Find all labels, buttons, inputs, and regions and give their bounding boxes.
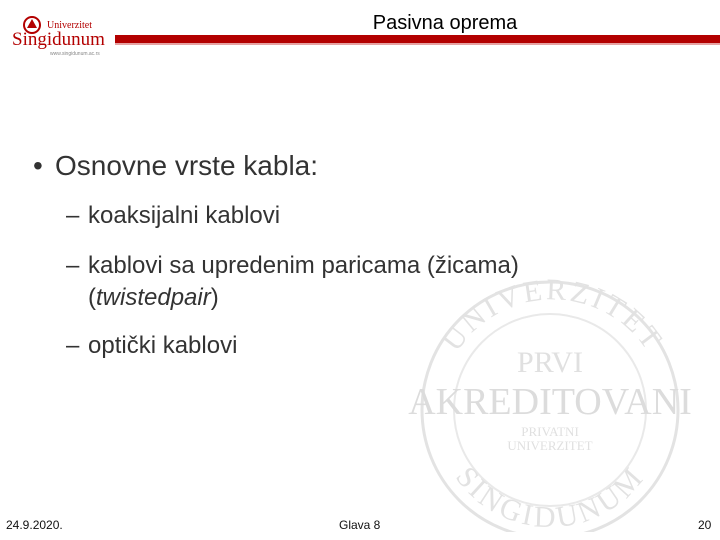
dash-glyph: – bbox=[66, 202, 80, 229]
main-bullet bbox=[33, 150, 318, 182]
logo-subtext: Univerzitet bbox=[47, 20, 92, 31]
watermark-top-arc: UNIVERZITET bbox=[435, 273, 670, 358]
italic-term: twistedpair bbox=[96, 284, 211, 311]
dash-glyph: – bbox=[66, 252, 80, 279]
slide-title: Pasivna oprema bbox=[372, 12, 518, 34]
watermark-line2: AKREDITOVANI bbox=[408, 381, 692, 423]
bullet-glyph: • bbox=[33, 150, 43, 181]
list-item-text: koaksijalni kablovi bbox=[88, 202, 281, 229]
logo-wordmark: Singidunum bbox=[12, 29, 105, 50]
page-number: 20 bbox=[698, 518, 712, 532]
list-item-text: kablovi sa upredenim paricama (žicama) bbox=[88, 252, 519, 279]
list-item-continuation: (twistedpair) bbox=[88, 284, 219, 311]
list-item bbox=[66, 250, 519, 314]
list-item bbox=[66, 330, 237, 362]
footer-date: 24.9.2020. bbox=[6, 518, 63, 532]
dash-glyph: – bbox=[66, 332, 80, 359]
logo-url: www.singidunum.ac.rs bbox=[50, 51, 100, 57]
watermark-line3a: PRIVATNI bbox=[521, 424, 579, 439]
footer-chapter: Glava 8 bbox=[339, 518, 381, 532]
watermark-bottom-arc: SINGIDUNUM bbox=[449, 460, 651, 532]
list-item bbox=[66, 200, 280, 232]
watermark-line3b: UNIVERZITET bbox=[507, 438, 593, 453]
main-bullet-text: Osnovne vrste kabla: bbox=[55, 150, 319, 181]
watermark-line1: PRVI bbox=[517, 346, 583, 379]
list-item-text: optički kablovi bbox=[88, 332, 238, 359]
